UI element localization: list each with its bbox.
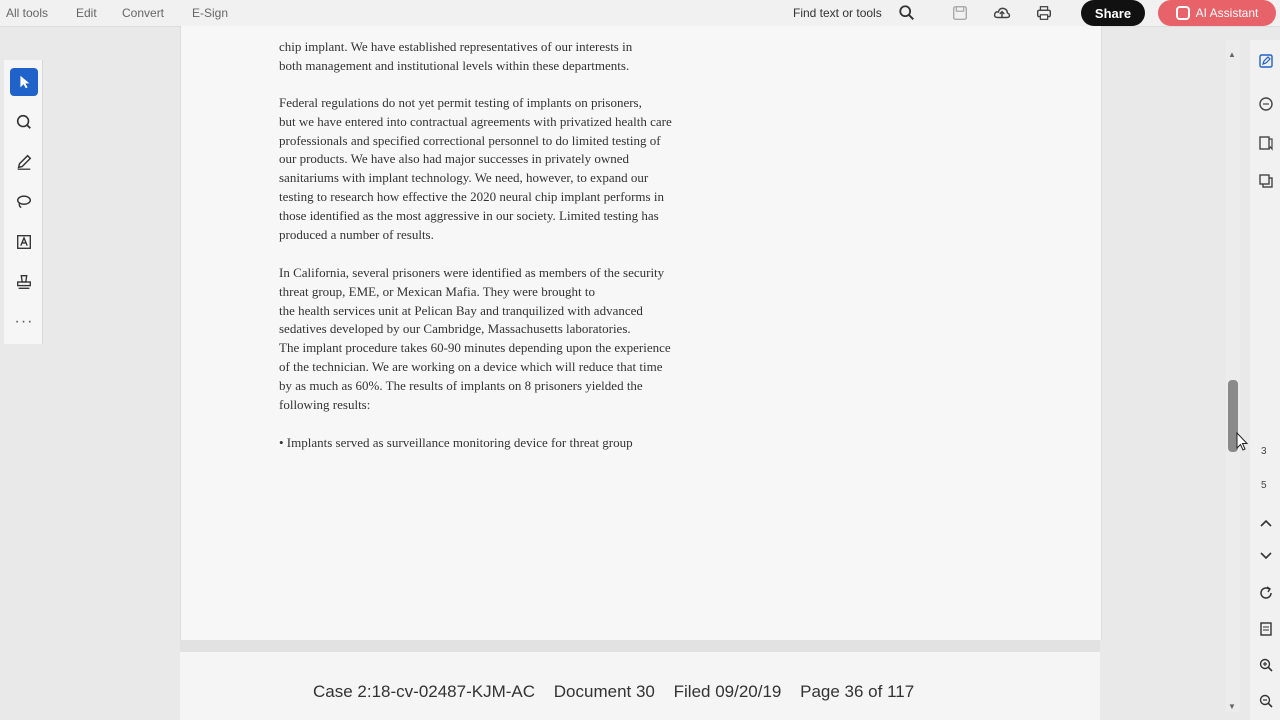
comment-zoom-icon	[15, 113, 33, 131]
ai-assistant-button[interactable]	[1158, 0, 1276, 26]
stamp-icon	[15, 273, 33, 291]
stamp-tool-button[interactable]	[10, 268, 38, 296]
more-tools-button[interactable]	[10, 308, 38, 336]
left-tool-rail	[4, 60, 43, 344]
document-footer	[313, 682, 928, 702]
bookmarks-panel-button[interactable]	[1257, 134, 1275, 152]
chevron-down-icon	[1258, 547, 1274, 563]
document-page	[180, 26, 1102, 640]
zoom-in-button[interactable]	[1257, 656, 1275, 674]
document-number: Document 30	[553, 682, 655, 701]
rotate-button[interactable]	[1257, 584, 1275, 602]
page-thumbnail-button[interactable]	[1257, 620, 1275, 638]
comment-tool-button[interactable]	[10, 108, 38, 136]
page-number-total: 5	[1261, 480, 1267, 491]
filed-date: Filed 09/20/19	[673, 682, 782, 701]
document-paragraph: In California, several prisoners were identified as members of the security threat group, EME, or Mexican Mafia. They were brought to the health services unit at Pelican Bay and tranquilized with advanced sedatives developed by our Cambridge, Massachusetts laboratories. The implant procedure takes 60-90 minutes depending upon the experience of the technician. We are working on a device which will reduce that time by as much as 60%. The results of implants on 8 prisoners yielded the following results:	[279, 265, 671, 412]
lasso-tool-button[interactable]	[10, 188, 38, 216]
vertical-scrollbar[interactable]	[1226, 40, 1240, 712]
zoom-out-button[interactable]	[1257, 692, 1275, 710]
pages-panel-button[interactable]	[1257, 172, 1275, 190]
menu-convert[interactable]: Convert	[122, 6, 165, 20]
scroll-down-arrow-icon[interactable]: ▼	[1228, 702, 1236, 711]
ai-assistant-icon	[1176, 6, 1190, 20]
page-number-current: 3	[1261, 446, 1267, 457]
share-button[interactable]: Share	[1081, 0, 1145, 26]
cursor-arrow-icon	[15, 73, 33, 91]
menu-e-sign[interactable]: E-Sign	[192, 6, 229, 20]
page-separator	[180, 640, 1100, 652]
case-number: Case 2:18-cv-02487-KJM-AC	[313, 682, 536, 701]
lasso-icon	[15, 193, 33, 211]
zoom-in-icon	[1258, 657, 1274, 673]
page-indicator: Page 36 of 117	[800, 682, 915, 701]
draw-tool-button[interactable]	[10, 148, 38, 176]
bookmark-icon	[1258, 135, 1274, 151]
menu-edit[interactable]: Edit	[76, 6, 97, 20]
document-paragraph: chip implant. We have established representatives of our interests in both management and institutional levels within these departments.	[279, 39, 633, 73]
upload-cloud-icon[interactable]	[993, 4, 1011, 22]
mouse-pointer-icon	[1236, 432, 1250, 452]
comment-bubble-icon	[1258, 96, 1274, 112]
document-bullet: • Implants served as surveillance monitoring device for threat group	[279, 435, 633, 450]
search-icon[interactable]	[898, 4, 916, 22]
previous-page-button[interactable]	[1257, 514, 1275, 532]
comments-panel-button[interactable]	[1257, 95, 1275, 113]
page-document-icon	[1258, 621, 1274, 637]
zoom-out-icon	[1258, 693, 1274, 709]
ai-assistant-label: AI Assistant	[1195, 6, 1259, 20]
scroll-up-arrow-icon[interactable]: ▲	[1228, 50, 1236, 59]
document-paragraph: Federal regulations do not yet permit testing of implants on prisoners, but we have entered into contractual agreements with privatized health care professionals and specified correctional personnel to do limited testing of our products. We have also had major successes in privately owned sanitariums with implant technology. We need, however, to expand our testing to research how effective the 2020 neural chip implant performs in those identified as the most aggressive in our society. Limited testing has produced a number of results.	[279, 95, 672, 242]
next-page-button[interactable]	[1257, 546, 1275, 564]
save-icon[interactable]	[951, 4, 969, 22]
copy-pages-icon	[1258, 173, 1274, 189]
find-text-or-tools[interactable]: Find text or tools	[793, 6, 882, 20]
text-box-icon	[15, 233, 33, 251]
print-icon[interactable]	[1035, 4, 1053, 22]
refresh-icon	[1258, 585, 1274, 601]
edit-pdf-icon	[1258, 53, 1274, 69]
top-toolbar	[0, 0, 1280, 27]
select-tool-button[interactable]	[10, 68, 38, 96]
menu-all-tools[interactable]: All tools	[6, 6, 49, 20]
chevron-up-icon	[1258, 515, 1274, 531]
text-tool-button[interactable]	[10, 228, 38, 256]
more-dots-icon: ···	[14, 313, 34, 330]
edit-pdf-button[interactable]	[1257, 52, 1275, 70]
pen-icon	[15, 153, 33, 171]
